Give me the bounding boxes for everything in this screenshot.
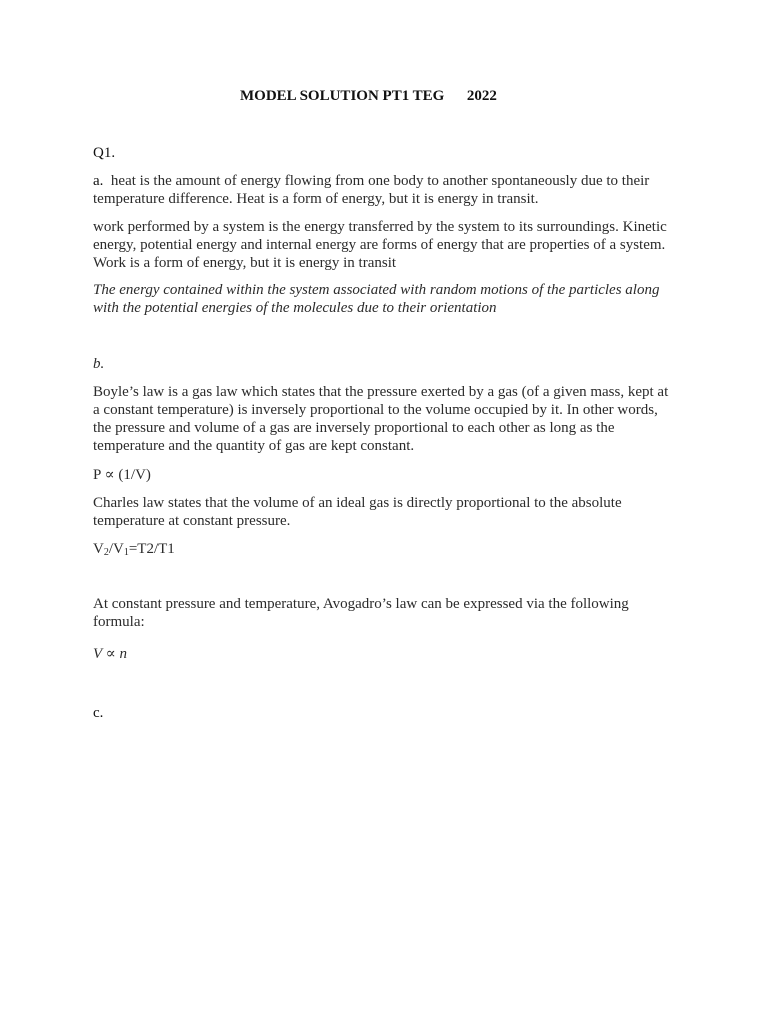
work-definition-paragraph: work performed by a system is the energy transferred by the system to its surroundings. Kinetic energy, potential energy and internal energy are forms of energy that are properties of a system. Work is a form of energy, but it is energy in transit [93,219,667,271]
formula-rest: =T2/T1 [128,541,175,557]
boyle-law-paragraph: Boyle’s law is a gas law which states that the pressure exerted by a gas (of a given mass, kept at a constant temperature) is inversely proportional to the volume occupied by it. In other words, the pressure and volume of a gas are inversely proportional to each other as long as the temperature and the quantity of gas are kept constant. [93,384,669,454]
question-label-q1: Q1. [93,145,116,161]
internal-energy-paragraph: The energy contained within the system associated with random motions of the particles along with the potential energies of the molecules due to their orientation [93,282,660,316]
formula-subscript-1: 1 [123,547,129,558]
formula-v: V [93,541,104,557]
q1a-heat-paragraph [93,172,678,208]
boyle-law-formula: P ∝ (1/V) [93,467,151,483]
charles-law-formula [93,540,678,558]
avogadro-law-paragraph: At constant pressure and temperature, Avogadro’s law can be expressed via the following formula: [93,596,629,630]
part-b-label: b. [93,356,105,372]
part-a-label: a. [93,173,104,189]
document-title: MODEL SOLUTION PT1 TEG 2022 [240,88,497,104]
formula-subscript-2: 2 [103,547,109,558]
formula-slash-v: /V [108,541,124,557]
heat-definition-text: heat is the amount of energy flowing from one body to another spontaneously due to their temperature difference. Heat is a form of energy, but it is energy in transit. [93,173,650,207]
charles-law-paragraph: Charles law states that the volume of an ideal gas is directly proportional to the absolute temperature at constant pressure. [93,495,622,529]
avogadro-law-formula: V ∝ n [93,646,128,662]
part-c-label: c. [93,705,104,721]
